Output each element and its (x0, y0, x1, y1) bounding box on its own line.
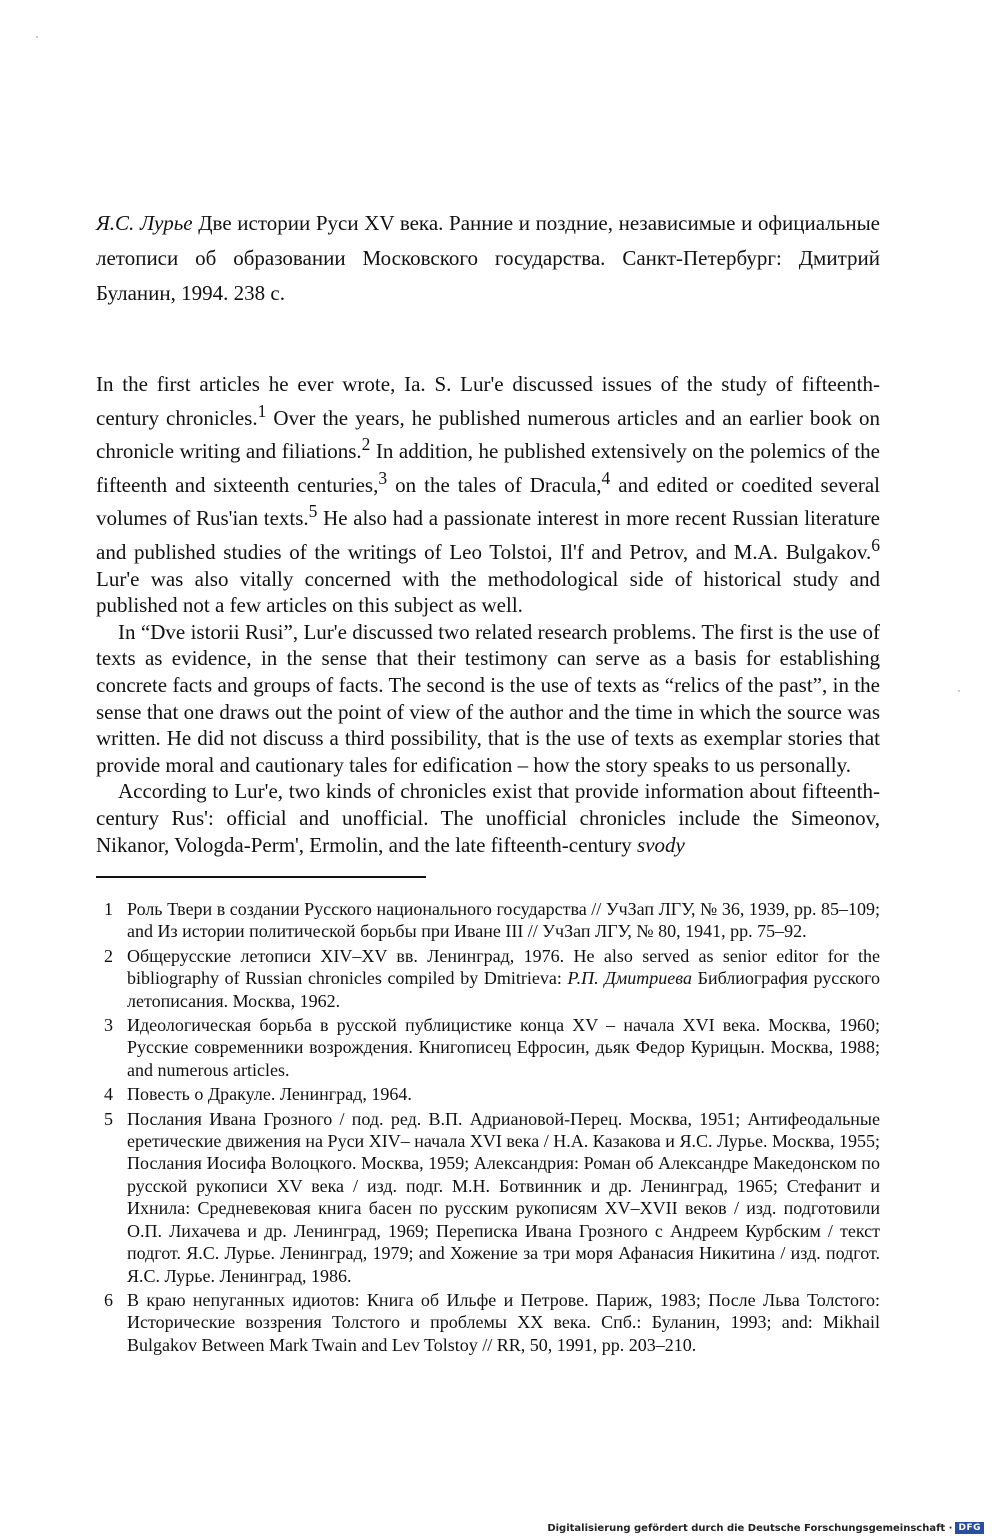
footnote-text-part: Библиография русского летописания. Москва, 1962. (127, 968, 881, 1011)
paragraph-3-text: According to Lur'e, two kinds of chronicles exist that provide information about fifteenth-century Rus': official and unofficial. The unofficial chronicles include the Simeonov, Nikanor, Vologda-Perm', Ermolin, and the late fifteenth-century (96, 779, 880, 857)
footnote-number: 4 (104, 1084, 113, 1105)
footnote-ref: 1 (257, 400, 267, 421)
footnote-text (127, 945, 880, 1012)
body-text (96, 371, 880, 858)
footnote-text: Роль Твери в создании Русского национального государства // УчЗап ЛГУ, № 36, 1939, pp. 85–109; and Из истории политической борьбы при Иване III // УчЗап ЛГУ, № 80, 1941, pp. 75–92. (127, 899, 880, 942)
footnote-number: 6 (104, 1289, 113, 1310)
footnote-number: 3 (104, 1015, 113, 1036)
footnote-ref: 2 (361, 434, 371, 455)
paragraph-1-text: and edited or coedited several volumes of Rus'ian texts. (96, 472, 880, 531)
footnote-text: Повесть о Дракуле. Ленинград, 1964. (127, 1084, 412, 1105)
paragraph-1-text: on the tales of Dracula, (387, 472, 602, 497)
footnote-number: 2 (104, 945, 113, 966)
footnote-number: 5 (104, 1108, 113, 1129)
paragraph-3 (96, 778, 880, 858)
bibliographic-heading (96, 206, 880, 311)
paragraph-2: In “Dve istorii Rusi”, Lur'e discussed two related research problems. The first is the use of texts as evidence, in the sense that their testimony can serve as a basis for establishing concrete facts and groups of facts. The second is the use of texts as “relics of the past”, in the sense that one draws out the point of view of the author and the time in which the source was written. He did not discuss a third possibility, that is the use of texts as exemplar stories that provide moral and cautionary tales for edification – how the story speaks to us personally. (96, 619, 880, 777)
review-title: Две истории Руси XV века. Ранние и поздние, независимые и официальные летописи об образовании Московского государства. Санкт-Петербург: Дмитрий Буланин, 1994. 238 с. (96, 211, 881, 305)
review-author: Я.С. Лурье (96, 211, 193, 235)
footnote (96, 1289, 880, 1356)
footnote (96, 1014, 880, 1081)
paragraph-1-text: In the first articles he ever wrote, Ia. S. Lur'e discussed issues of the study of fifteenth-century chronicles. (96, 372, 880, 430)
footnote (96, 1108, 880, 1287)
scan-speck (958, 690, 960, 692)
footnote-text: Послания Ивана Грозного / под. ред. В.П. Адриановой-Перец. Москва, 1951; Антифеодальные еретические движения на Руси XIV– начала XVI века / Н.А. Казакова и Я.С. Лурье. Москва, 1955; Послания Иосифа Волоцкого. Москва, 1959; Александрия: Роман об Александре Македонском по русской рукописи XV века / изд. подг. М.Н. Ботвинник и др. Ленинград, 1965; Стефанит и Ихнила: Средневековая книга басен по русским рукописям XV–XVII веков / изд. подготовили О.П. Лихачева и др. Ленинград, 1969; Переписка Ивана Грозного с Андреем Курбским / текст подгот. Я.С. Лурье. Ленинград, 1979; and Хожение за три моря Афанасия Никитина / изд. подгот. Я.С. Лурье. Ленинград, 1986. (127, 1108, 880, 1286)
footnote (96, 898, 880, 943)
footnote (96, 945, 880, 1012)
footnote (96, 1083, 880, 1105)
footnote-author: Р.П. Дмитриева (567, 968, 692, 989)
footnote-ref: 3 (378, 467, 388, 488)
footnote-ref: 6 (871, 534, 880, 555)
watermark-text: Digitalisierung gefördert durch die Deutsche Forschungsgemeinschaft · (547, 1522, 953, 1534)
footnote-number: 1 (104, 899, 113, 919)
scan-speck (36, 36, 38, 38)
paragraph-1-text: Lur'e was also vitally concerned with the methodological side of historical study and published not a few articles on this subject as well. (96, 566, 880, 618)
digitization-watermark (547, 1522, 984, 1534)
footnote-separator (96, 876, 426, 878)
footnote-text: В краю непуганных идиотов: Книга об Ильфе и Петрове. Париж, 1983; После Льва Толстого: Исторические воззрения Толстого и проблемы XX века. Спб.: Буланин, 1993; and: Mikhail Bulgakov Between Mark Twain and Lev Tolstoy // RR, 50, 1991, pp. 203–210. (127, 1289, 880, 1355)
dfg-logo: DFG (955, 1522, 984, 1534)
footnotes (96, 898, 880, 1358)
paragraph-1-text: He also had a passionate interest in more recent Russian literature and published studies of the writings of Leo Tolstoi, Il'f and Petrov, and M.A. Bulgakov. (96, 506, 880, 564)
italic-term: svody (637, 832, 685, 857)
paragraph-1-text: Over the years, he published numerous articles and an earlier book on chronicle writing and filiations. (96, 405, 880, 464)
footnote-text: Идеологическая борьба в русской публицистике конца XV – начала XVI века. Москва, 1960; Русские современники возрождения. Книгописец Ефросин, дьяк Федор Курицын. Москва, 1988; and numerous articles. (127, 1015, 880, 1080)
footnote-ref: 5 (308, 501, 318, 522)
footnote-text-part: Общерусские летописи XIV–XV вв. Ленинград, 1976. He also served as senior editor for the bibliography of Russian chronicles compiled by Dmitrieva: (127, 945, 880, 989)
paragraph-1 (96, 371, 880, 619)
paragraph-1-text: In addition, he published extensively on the polemics of the fifteenth and sixteenth centuries, (96, 439, 880, 497)
footnote-ref: 4 (601, 467, 611, 488)
